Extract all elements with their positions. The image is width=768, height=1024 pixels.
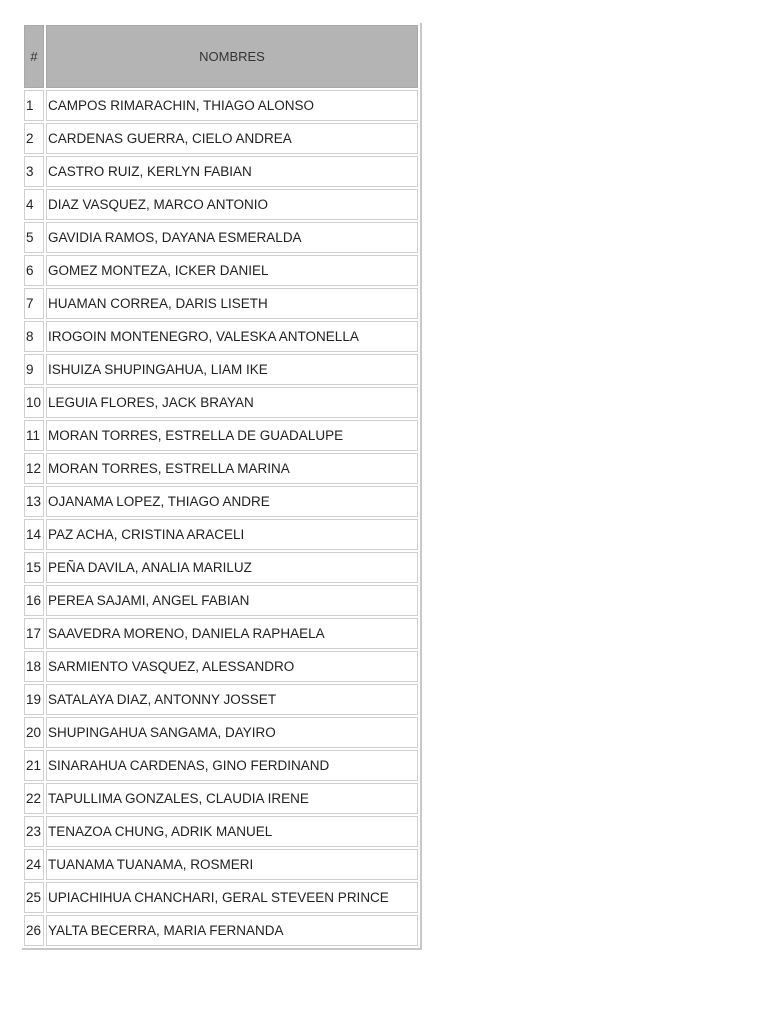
student-name: MORAN TORRES, ESTRELLA MARINA (46, 453, 418, 484)
table-row (24, 321, 418, 352)
table-row (24, 915, 418, 946)
row-number: 3 (24, 156, 44, 187)
table-row (24, 189, 418, 220)
table-row (24, 750, 418, 781)
student-name: CASTRO RUIZ, KERLYN FABIAN (46, 156, 418, 187)
row-number: 23 (24, 816, 44, 847)
student-name: LEGUIA FLORES, JACK BRAYAN (46, 387, 418, 418)
row-number: 16 (24, 585, 44, 616)
student-name: OJANAMA LOPEZ, THIAGO ANDRE (46, 486, 418, 517)
student-name: TAPULLIMA GONZALES, CLAUDIA IRENE (46, 783, 418, 814)
student-name: SARMIENTO VASQUEZ, ALESSANDRO (46, 651, 418, 682)
roster-table (22, 23, 422, 950)
table-row (24, 882, 418, 913)
table-row (24, 651, 418, 682)
student-name: GOMEZ MONTEZA, ICKER DANIEL (46, 255, 418, 286)
table-row (24, 354, 418, 385)
row-number: 5 (24, 222, 44, 253)
student-name: HUAMAN CORREA, DARIS LISETH (46, 288, 418, 319)
table-row (24, 849, 418, 880)
row-number: 10 (24, 387, 44, 418)
roster-body (24, 90, 418, 946)
row-number: 20 (24, 717, 44, 748)
table-row (24, 453, 418, 484)
row-number: 24 (24, 849, 44, 880)
student-name: GAVIDIA RAMOS, DAYANA ESMERALDA (46, 222, 418, 253)
student-name: YALTA BECERRA, MARIA FERNANDA (46, 915, 418, 946)
table-row (24, 519, 418, 550)
student-name: PAZ ACHA, CRISTINA ARACELI (46, 519, 418, 550)
student-name: SHUPINGAHUA SANGAMA, DAYIRO (46, 717, 418, 748)
table-row (24, 585, 418, 616)
row-number: 4 (24, 189, 44, 220)
student-name: IROGOIN MONTENEGRO, VALESKA ANTONELLA (46, 321, 418, 352)
student-name: PEREA SAJAMI, ANGEL FABIAN (46, 585, 418, 616)
row-number: 2 (24, 123, 44, 154)
student-name: TUANAMA TUANAMA, ROSMERI (46, 849, 418, 880)
row-number: 21 (24, 750, 44, 781)
table-row (24, 288, 418, 319)
table-row (24, 222, 418, 253)
table-row (24, 387, 418, 418)
table-row (24, 783, 418, 814)
student-name: UPIACHIHUA CHANCHARI, GERAL STEVEEN PRINCE (46, 882, 418, 913)
table-row (24, 618, 418, 649)
row-number: 7 (24, 288, 44, 319)
student-name: MORAN TORRES, ESTRELLA DE GUADALUPE (46, 420, 418, 451)
table-row (24, 123, 418, 154)
row-number: 14 (24, 519, 44, 550)
student-name: ISHUIZA SHUPINGAHUA, LIAM IKE (46, 354, 418, 385)
table-row (24, 156, 418, 187)
table-row (24, 420, 418, 451)
row-number: 18 (24, 651, 44, 682)
row-number: 8 (24, 321, 44, 352)
student-name: SAAVEDRA MORENO, DANIELA RAPHAELA (46, 618, 418, 649)
table-row (24, 684, 418, 715)
row-number: 6 (24, 255, 44, 286)
row-number: 12 (24, 453, 44, 484)
row-number: 1 (24, 90, 44, 121)
student-name: PEÑA DAVILA, ANALIA MARILUZ (46, 552, 418, 583)
student-name: TENAZOA CHUNG, ADRIK MANUEL (46, 816, 418, 847)
column-header-number: # (24, 25, 44, 88)
row-number: 13 (24, 486, 44, 517)
table-row (24, 552, 418, 583)
table-row (24, 255, 418, 286)
row-number: 25 (24, 882, 44, 913)
row-number: 11 (24, 420, 44, 451)
row-number: 19 (24, 684, 44, 715)
row-number: 26 (24, 915, 44, 946)
student-roster (22, 23, 422, 950)
table-row (24, 486, 418, 517)
student-name: CAMPOS RIMARACHIN, THIAGO ALONSO (46, 90, 418, 121)
student-name: SATALAYA DIAZ, ANTONNY JOSSET (46, 684, 418, 715)
student-name: CARDENAS GUERRA, CIELO ANDREA (46, 123, 418, 154)
row-number: 9 (24, 354, 44, 385)
row-number: 22 (24, 783, 44, 814)
table-row (24, 90, 418, 121)
column-header-names: NOMBRES (46, 25, 418, 88)
header-row (24, 25, 418, 88)
row-number: 15 (24, 552, 44, 583)
student-name: DIAZ VASQUEZ, MARCO ANTONIO (46, 189, 418, 220)
student-name: SINARAHUA CARDENAS, GINO FERDINAND (46, 750, 418, 781)
table-row (24, 717, 418, 748)
row-number: 17 (24, 618, 44, 649)
table-row (24, 816, 418, 847)
